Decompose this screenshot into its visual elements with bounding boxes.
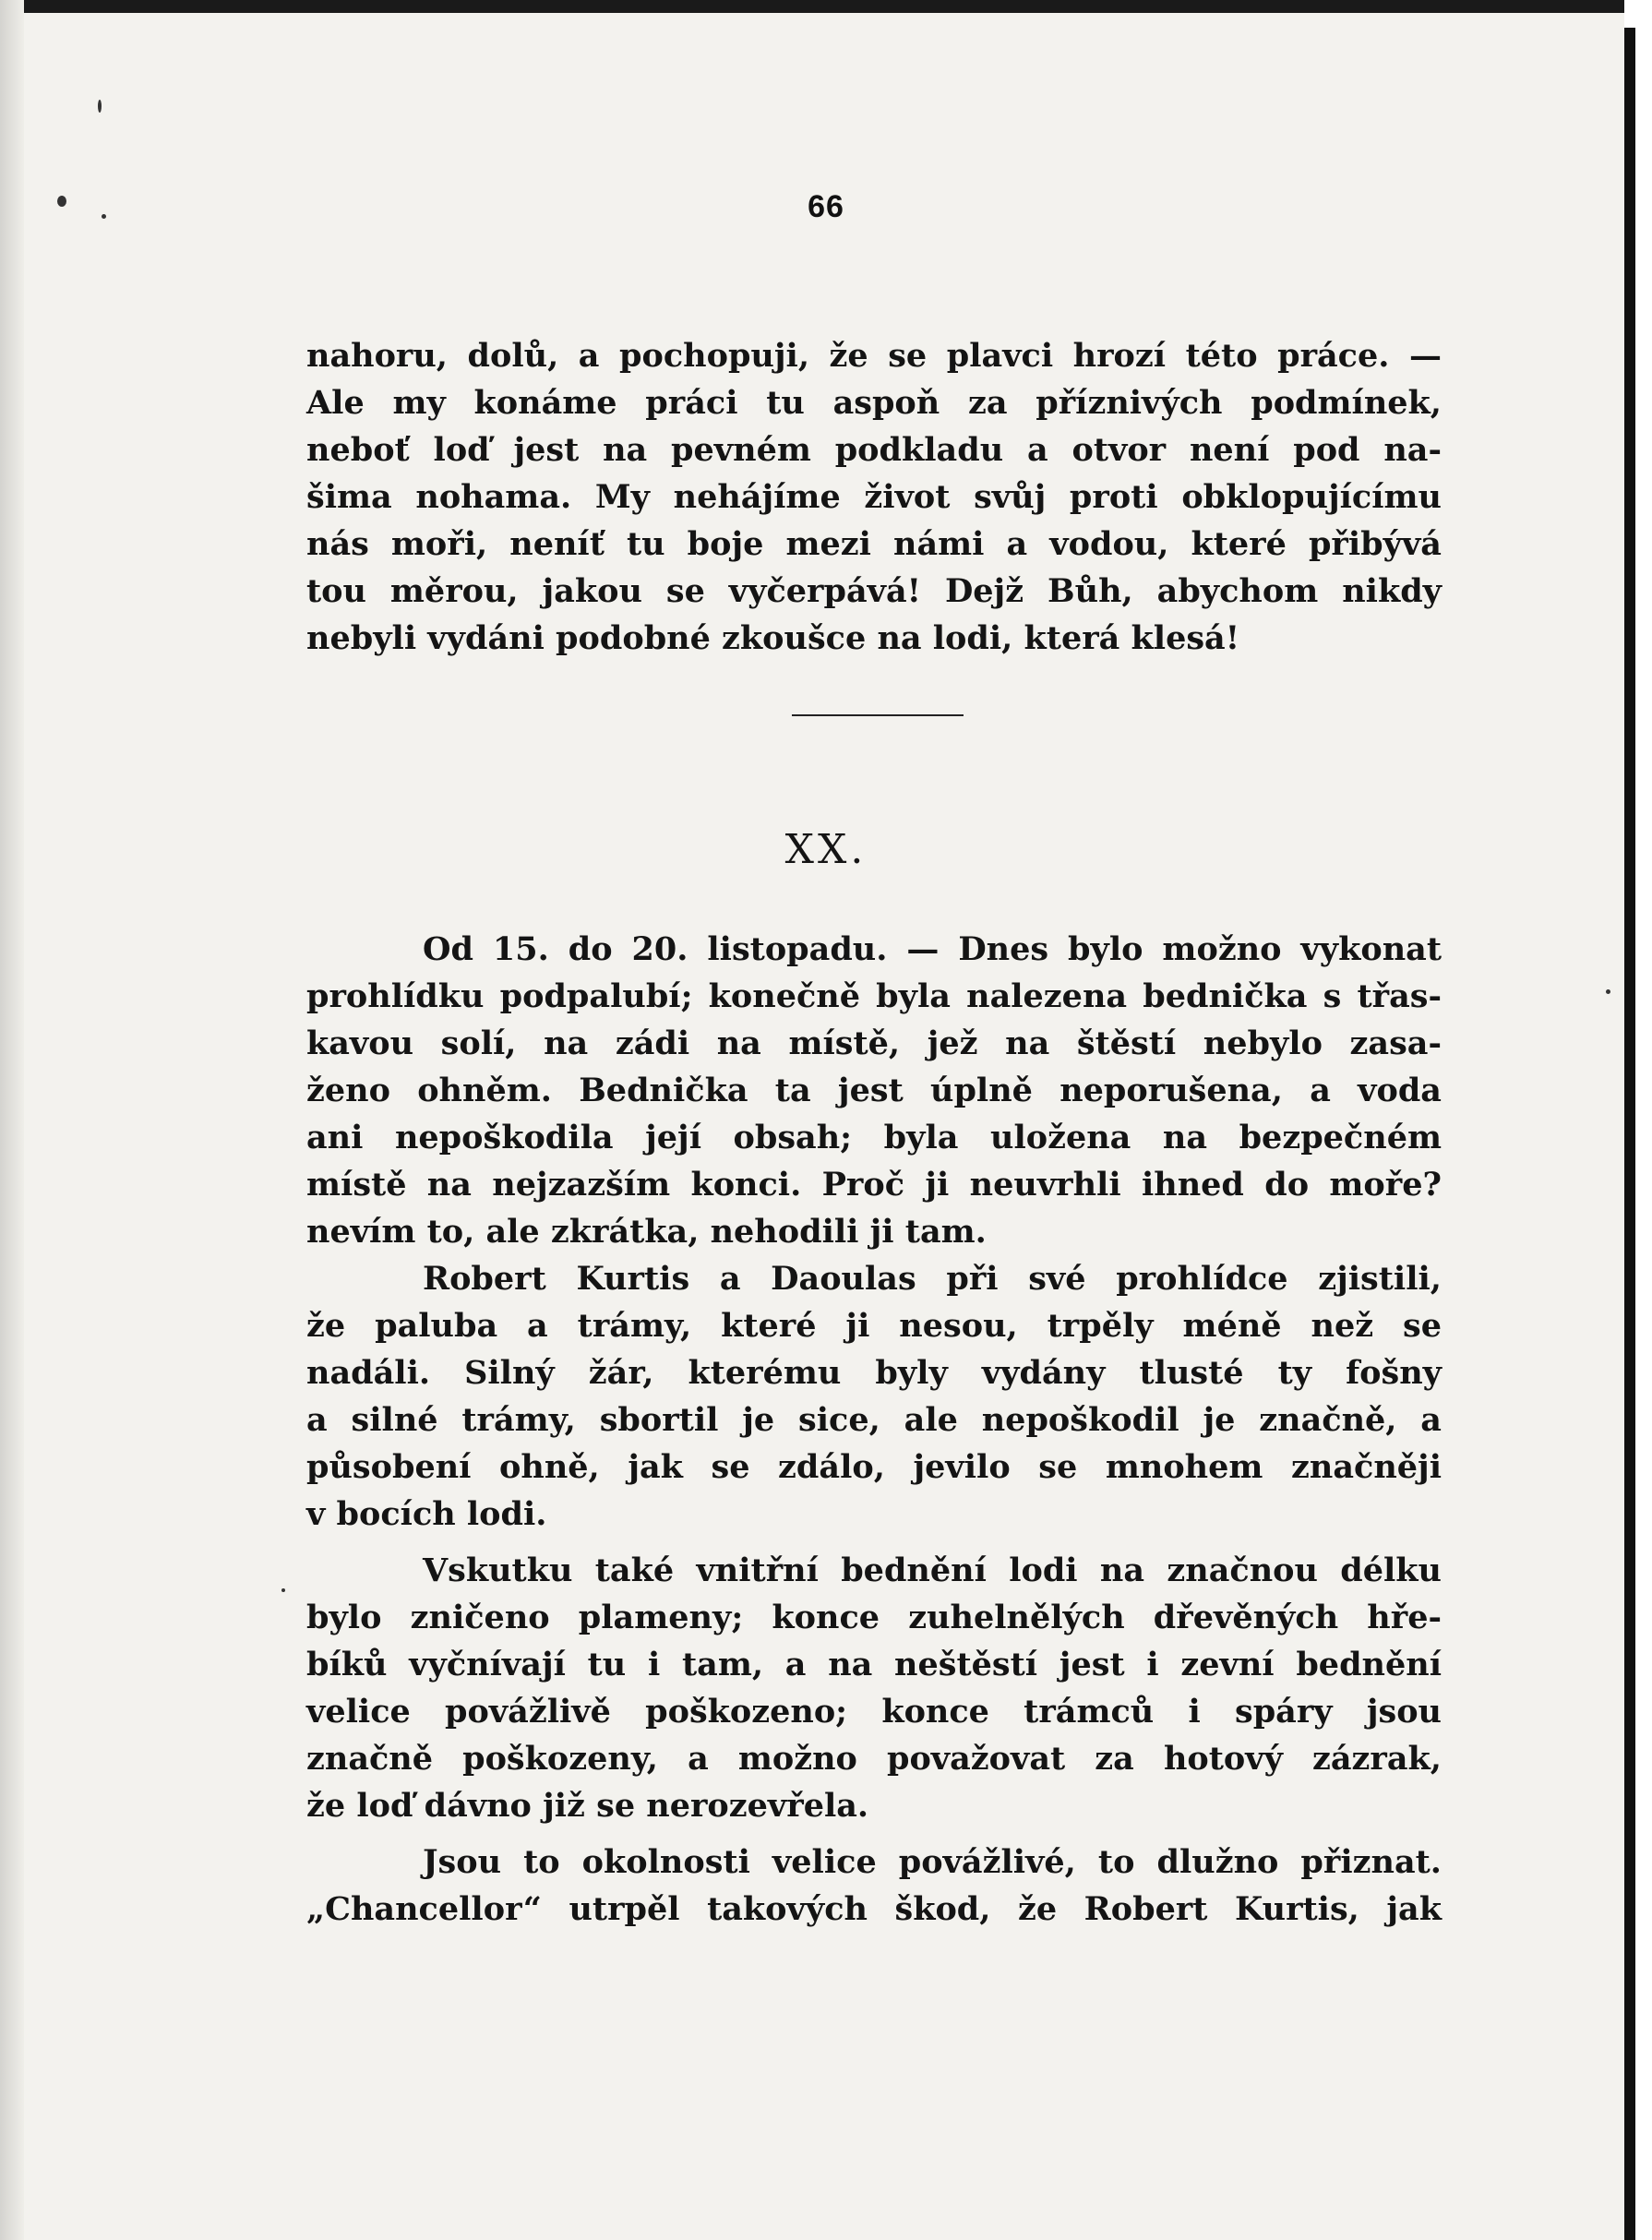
text-line: ženo ohněm. Bednička ta jest úplně neporušena, a voda [306,1072,1442,1109]
text-line: nás moři, neníť tu boje mezi námi a vodou, které přibývá [306,525,1442,563]
scan-speck [98,100,102,113]
text-line: Jsou to okolnosti velice povážlivé, to dlužno přiznat. [423,1843,1442,1881]
paragraph-conclusion [306,1839,1442,1933]
text-line: v bocích lodi. [306,1495,547,1533]
text-line: tou měrou, jakou se vyčerpává! Dejž Bůh, abychom nikdy [306,572,1442,610]
text-line: nadáli. Silný žár, kterému byly vydány tlusté ty fošny [306,1354,1442,1392]
paragraph-continued [306,332,1442,662]
text-line: ani nepoškodila její obsah; byla uložena na bezpečném [306,1119,1442,1156]
text-line: místě na nejzazším konci. Proč ji neuvrhli ihned do moře? [306,1166,1442,1204]
text-line: Robert Kurtis a Daoulas při své prohlídce zjistili, [423,1260,1442,1298]
scan-speck [1606,989,1610,994]
text-line: nebyli vydáni podobné zkoušce na lodi, která klesá! [306,619,1240,657]
paragraph-date-entry [306,926,1442,1255]
text-line: bylo zničeno plameny; konce zuhelnělých dřevěných hře- [306,1599,1442,1636]
text-line: že paluba a trámy, které ji nesou, trpěly méně než se [306,1307,1442,1345]
text-line: „Chancellor“ utrpěl takových škod, že Robert Kurtis, jak [306,1890,1442,1928]
text-line: Od 15. do 20. listopadu. — Dnes bylo možno vykonat [423,930,1442,968]
text-line: neboť loď jest na pevném podkladu a otvor není pod na- [306,431,1442,469]
text-line: značně poškozeny, a možno považovat za hotový zázrak, [306,1740,1442,1778]
text-line: nevím to, ale zkrátka, nehodili ji tam. [306,1213,987,1251]
section-divider [792,714,964,716]
page-number: 66 [808,189,844,224]
scan-border-top [0,0,1652,13]
chapter-heading: XX. [784,826,868,873]
text-line: a silné trámy, sbortil je sice, ale nepoškodil je značně, a [306,1401,1442,1439]
text-line: kavou solí, na zádi na místě, jež na štěstí nebylo zasa- [306,1024,1442,1062]
text-line: velice povážlivě poškozeno; konce trámců i spáry jsou [306,1693,1442,1731]
scan-border-left [0,0,24,2240]
text-line: Vskutku také vnitřní bednění lodi na značnou délku [423,1551,1442,1589]
text-line: prohlídku podpalubí; konečně byla nalezena bednička s třas- [306,977,1442,1015]
paragraph-damage [306,1547,1442,1829]
book-spine-edge [1624,28,1635,2240]
text-line: nahoru, dolů, a pochopuji, že se plavci hrozí této práce. — [306,337,1442,375]
text-line: Ale my konáme práci tu aspoň za příznivých podmínek, [306,384,1442,422]
text-line: působení ohně, jak se zdálo, jevilo se mnohem značněji [306,1448,1442,1486]
text-line: šima nohama. My nehájíme život svůj proti obklopujícímu [306,478,1442,516]
text-line: že loď dávno již se nerozevřela. [306,1787,869,1825]
text-line: bíků vyčnívají tu i tam, a na neštěstí jest i zevní bednění [306,1646,1442,1683]
paragraph-inspection [306,1255,1442,1538]
scan-speck [281,1588,285,1592]
